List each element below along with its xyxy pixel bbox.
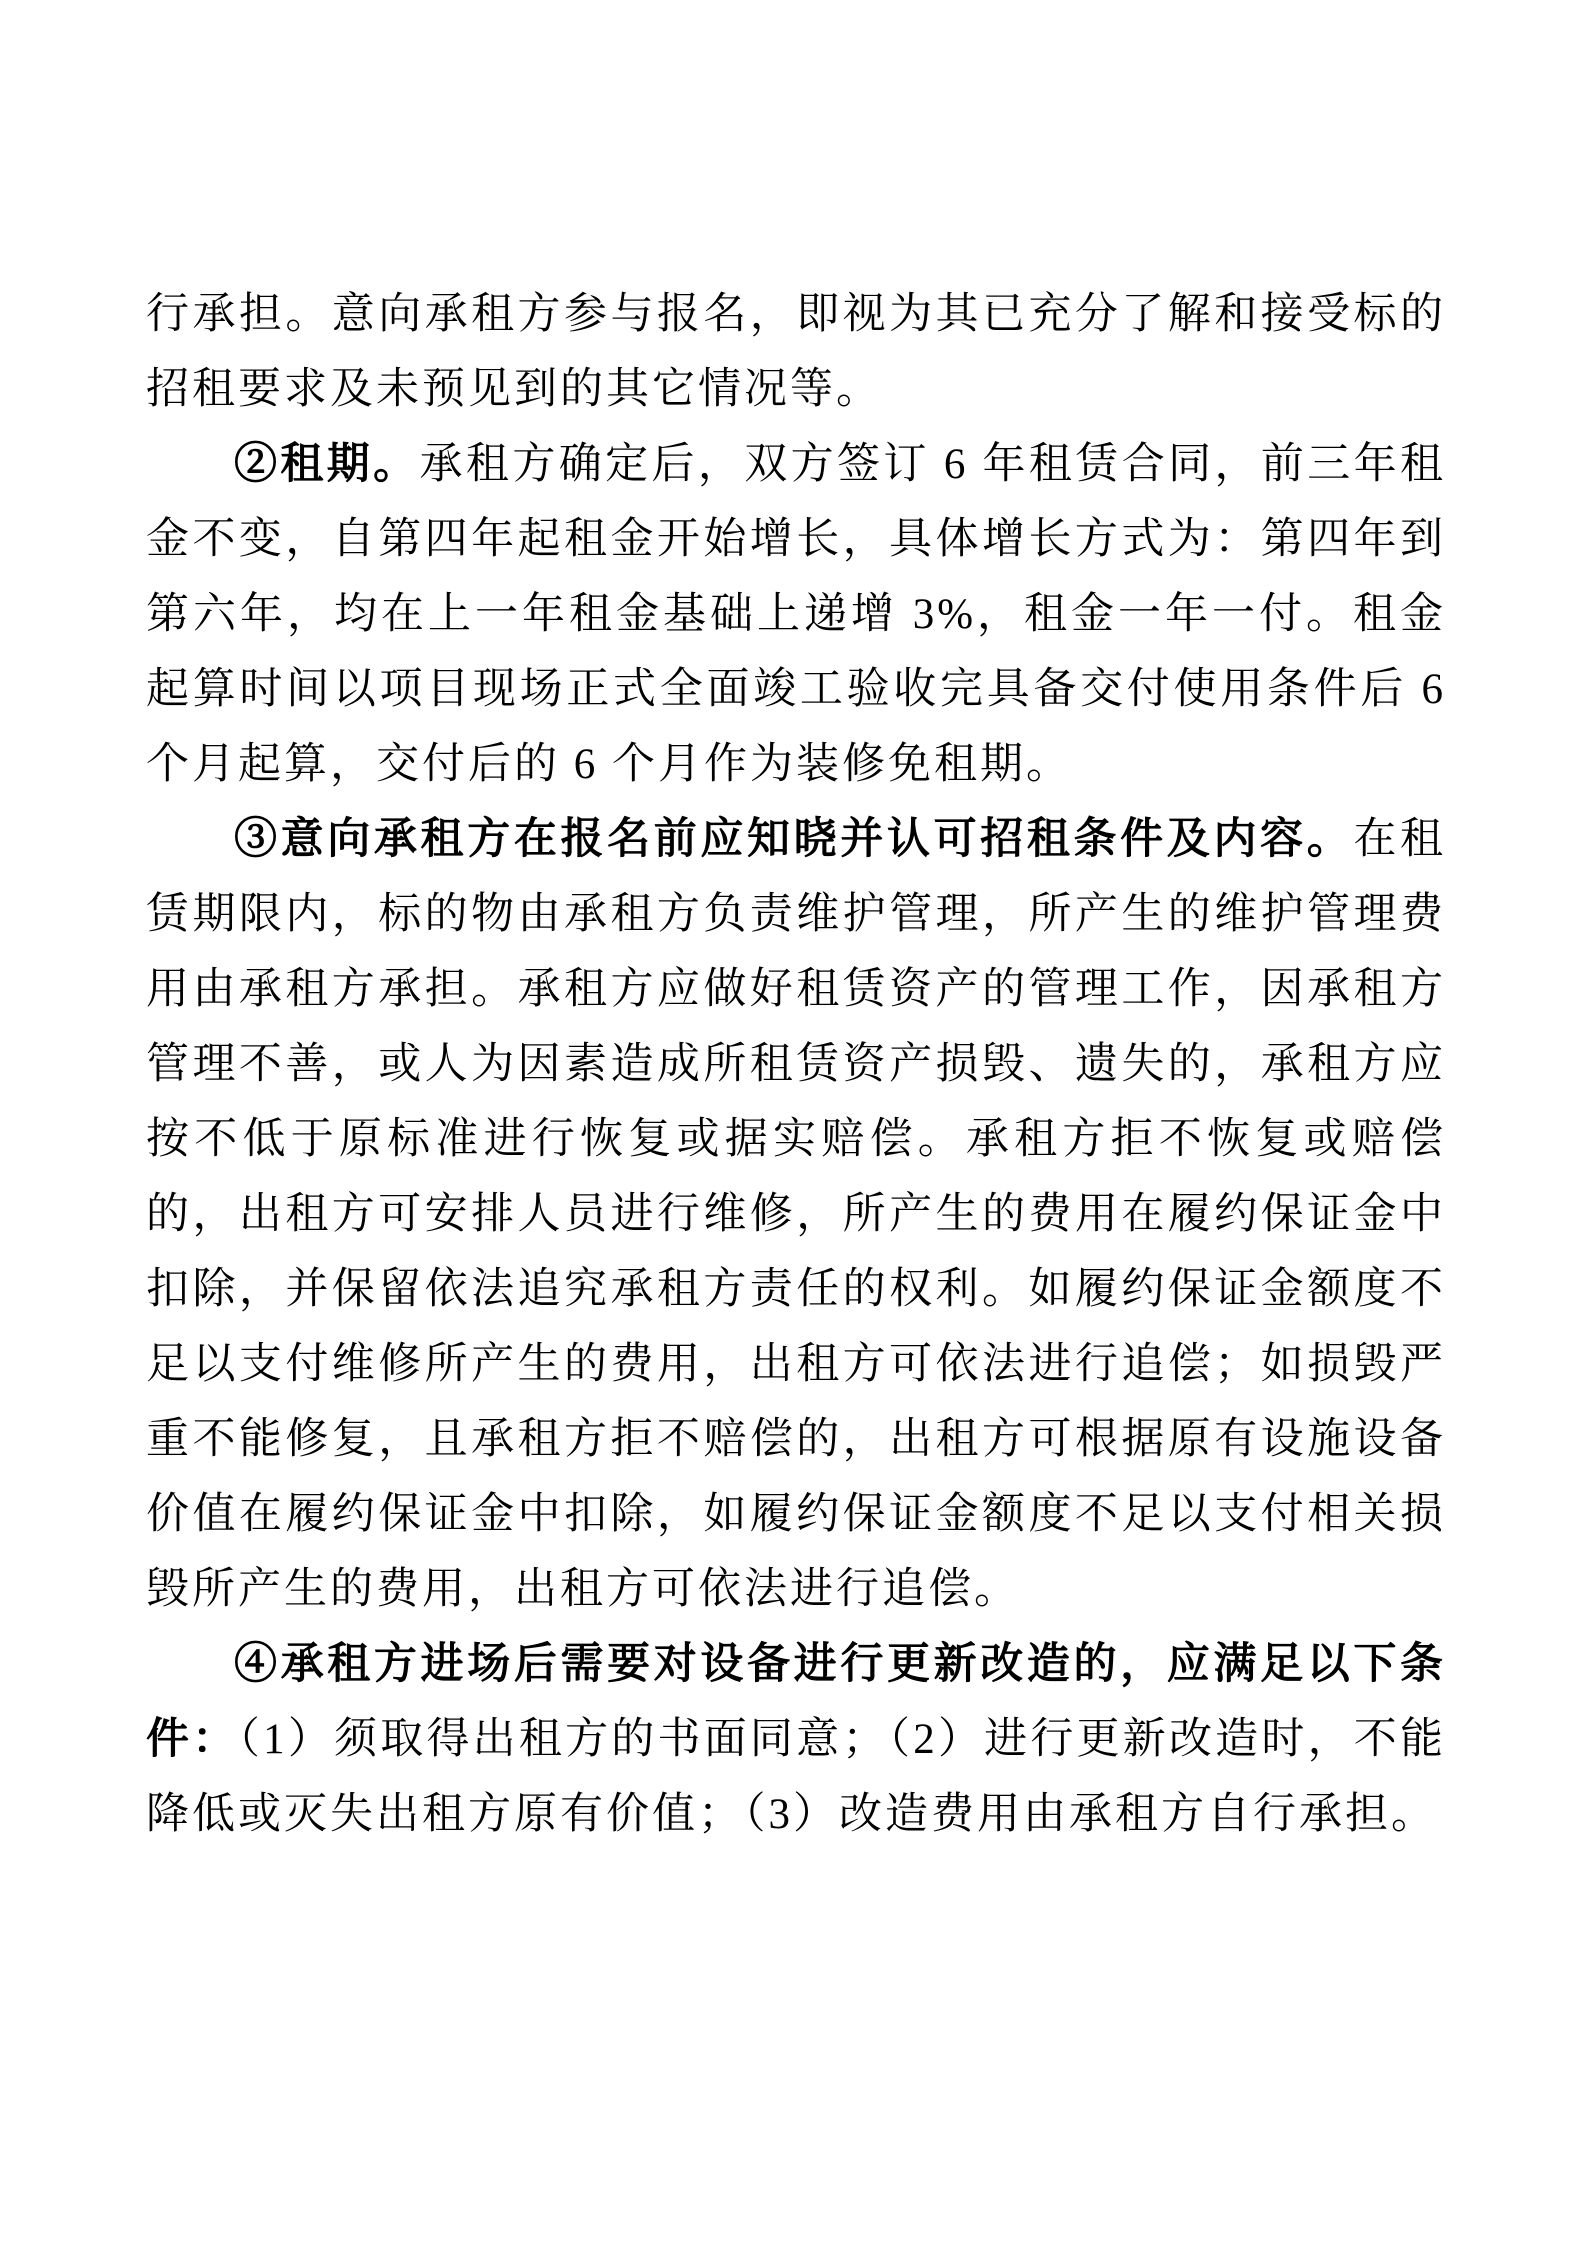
paragraph-clause-3-acknowledgement (146, 802, 1446, 1627)
paragraph-clause-4-renovation (146, 1627, 1446, 1852)
paragraph-continuation (146, 277, 1446, 427)
text-run: 行承担。意向承租方参与报名，即视为其已充分了解和接受标的招租要求及未预见到的其它情况等。 (146, 291, 1446, 413)
text-run: （1）须取得出租方的书面同意；（2）进行更新改造时，不能降低或灭失出租方原有价值；（3）改造费用由承租方自行承担。 (146, 1716, 1447, 1838)
text-run: 在租赁期限内，标的物由承租方负责维护管理，所产生的维护管理费用由承租方承担。承租方应做好租赁资产的管理工作，因承租方管理不善，或人为因素造成所租赁资产损毁、遗失的，承租方应按不低于原标准进行恢复或据实赔偿。承租方拒不恢复或赔偿的，出租方可安排人员进行维修，所产生的费用在履约保证金中扣除，并保留依法追究承租方责任的权利。如履约保证金额度不足以支付维修所产生的费用，出租方可依法进行追偿；如损毁严重不能修复，且承租方拒不赔偿的，出租方可根据原有设施设备价值在履约保证金中扣除，如履约保证金额度不足以支付相关损毁所产生的费用，出租方可依法进行追偿。 (146, 816, 1447, 1613)
bold-text-run: ④承租方进场后需要对设备进行更新改造的，应满足以下条件： (146, 1641, 1446, 1763)
document-body (146, 277, 1446, 1852)
paragraph-clause-2-lease-term (146, 427, 1446, 802)
text-run: 承租方确定后，双方签订 6 年租赁合同，前三年租金不变，自第四年起租金开始增长，具体增长方式为：第四年到第六年，均在上一年租金基础上递增 3%，租金一年一付。租金起算时间以项目现场正式全面竣工验收完具备交付使用条件后 6 个月起算，交付后的 6 个月作为装修免租期。 (146, 441, 1447, 788)
bold-text-run: ②租期。 (234, 441, 420, 488)
bold-text-run: ③意向承租方在报名前应知晓并认可招租条件及内容。 (234, 816, 1354, 863)
